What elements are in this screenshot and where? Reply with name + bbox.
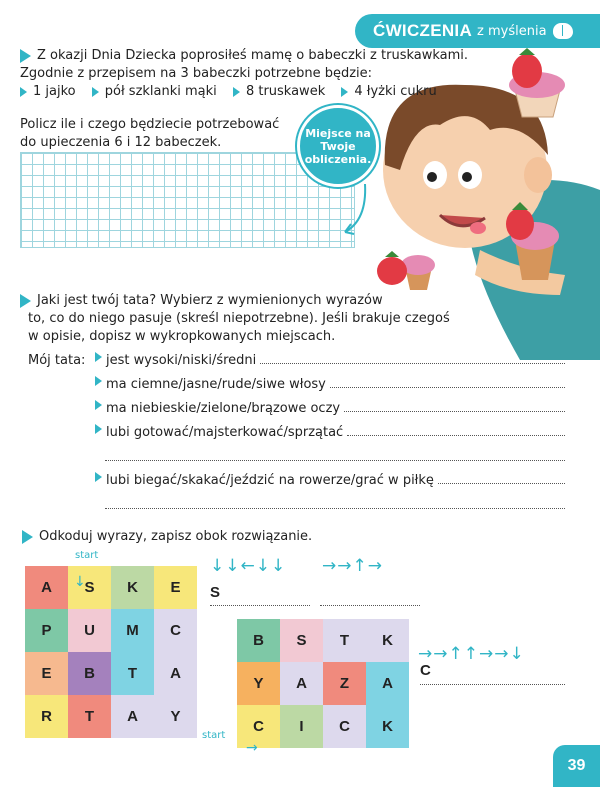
answer-dotted-line[interactable] xyxy=(438,472,565,484)
code-arrows: →→↑↑→→↓ xyxy=(418,644,525,664)
bullet-triangle-icon xyxy=(95,424,102,434)
letter-tile: U xyxy=(68,609,111,652)
answer-dotted-line[interactable] xyxy=(347,424,565,436)
bullet-triangle-icon xyxy=(95,472,102,482)
letter-tile: P xyxy=(25,609,68,652)
letter-tile: S xyxy=(280,619,323,662)
exercise3-instruction: Odkoduj wyrazy, zapisz obok rozwiązanie. xyxy=(22,528,312,546)
letter-tile: Z xyxy=(323,662,366,705)
ingredient-item: 4 łyżki cukru xyxy=(341,84,442,99)
letter-tile: K xyxy=(111,566,154,609)
letter-tile: E xyxy=(25,652,68,695)
start-label: start xyxy=(75,550,99,561)
curved-arrow-icon xyxy=(335,180,375,240)
bullet-triangle-icon xyxy=(20,49,31,63)
answer-dotted-line[interactable] xyxy=(330,376,565,388)
answer-dotted-line[interactable] xyxy=(320,605,420,606)
answer-dotted-line[interactable] xyxy=(420,684,565,685)
exercise2-line1: Jaki jest twój tata? Wybierz z wymienionych wyrazów xyxy=(20,292,383,310)
bullet-triangle-icon xyxy=(20,294,31,308)
bullet-triangle-icon xyxy=(20,87,27,97)
bullet-triangle-icon xyxy=(92,87,99,97)
header-title: ĆWICZENIA xyxy=(373,21,473,40)
ingredient-item: pół szklanki mąki xyxy=(92,84,223,99)
ingredient-item: 8 truskawek xyxy=(233,84,331,99)
bullet-triangle-icon xyxy=(233,87,240,97)
letter-tile: A xyxy=(25,566,68,609)
dad-trait-item[interactable]: jest wysoki/niski/średni xyxy=(95,352,565,370)
ingredient-list xyxy=(20,83,449,101)
letter-tile: Y xyxy=(237,662,280,705)
letter-tile: C xyxy=(323,705,366,748)
letter-tile: S xyxy=(68,566,111,609)
letter-tile: E xyxy=(154,566,197,609)
exercise1-line3: Policz ile i czego będziecie potrzebować xyxy=(20,117,280,132)
start-label: start xyxy=(202,730,226,741)
dad-label: Mój tata: xyxy=(28,353,86,368)
letter-tile: R xyxy=(25,695,68,738)
exercise1-line1: Z okazji Dnia Dziecka poprosiłeś mamę o babeczki z truskawkami. xyxy=(20,47,468,65)
letter-tile: T xyxy=(323,619,366,662)
answer-dotted-line[interactable] xyxy=(344,400,565,412)
letter-tile: K xyxy=(366,705,409,748)
code-arrows: →→↑→ xyxy=(322,556,383,576)
letter-tile: M xyxy=(111,609,154,652)
bullet-triangle-icon xyxy=(95,352,102,362)
letter-tile: C xyxy=(237,705,280,748)
dad-trait-item[interactable]: lubi biegać/skakać/jeździć na rowerze/grać w piłkę xyxy=(95,472,565,490)
ingredient-item: 1 jajko xyxy=(20,84,82,99)
answer-dotted-line[interactable] xyxy=(260,352,565,364)
letter-tile: A xyxy=(280,662,323,705)
answer-dotted-line[interactable] xyxy=(105,508,565,509)
answer-first-letter: C xyxy=(420,662,431,679)
bullet-triangle-icon xyxy=(95,376,102,386)
exercise1-line4: do upieczenia 6 i 12 babeczek. xyxy=(20,135,222,150)
letter-tile: T xyxy=(111,652,154,695)
letter-tile: C xyxy=(154,609,197,652)
start-down-arrow-icon: ↓ xyxy=(74,574,86,590)
exercise2-line3: w opisie, dopisz w wykropkowanych miejscach. xyxy=(28,329,336,344)
bullet-triangle-icon xyxy=(95,400,102,410)
answer-first-letter: S xyxy=(210,584,221,601)
dad-trait-item[interactable]: ma niebieskie/zielone/brązowe oczy xyxy=(95,400,565,418)
dad-trait-item[interactable]: lubi gotować/majsterkować/sprzątać xyxy=(95,424,565,442)
cupcake-illustration xyxy=(370,245,435,295)
bullet-triangle-icon xyxy=(22,530,33,544)
answer-dotted-line[interactable] xyxy=(210,605,310,606)
exercise1-line2: Zgodnie z przepisem na 3 babeczki potrzebne będzie: xyxy=(20,66,373,81)
code-arrows: ↓↓←↓↓ xyxy=(210,556,287,576)
letter-tile: K xyxy=(366,619,409,662)
letter-tile: B xyxy=(68,652,111,695)
letter-tile: Y xyxy=(154,695,197,738)
start-right-arrow-icon: → xyxy=(246,740,258,756)
letter-tile: A xyxy=(154,652,197,695)
letter-tile: A xyxy=(366,662,409,705)
page-number: 39 xyxy=(553,745,600,787)
letter-tile: T xyxy=(68,695,111,738)
answer-dotted-line[interactable] xyxy=(105,460,565,461)
letter-tile: A xyxy=(111,695,154,738)
exercise2-line2: to, co do niego pasuje (skreśl niepotrzebne). Jeśli brakuje czegoś xyxy=(28,311,450,326)
calculation-hint-bubble: Miejsce na Twoje obliczenia. xyxy=(297,105,379,187)
bullet-triangle-icon xyxy=(341,87,348,97)
letter-tile: I xyxy=(280,705,323,748)
letter-tile: B xyxy=(237,619,280,662)
cupcake-illustration xyxy=(505,45,570,120)
brain-icon xyxy=(553,23,573,39)
dad-trait-item[interactable]: ma ciemne/jasne/rude/siwe włosy xyxy=(95,376,565,394)
header-subtitle: z myślenia xyxy=(477,23,547,39)
